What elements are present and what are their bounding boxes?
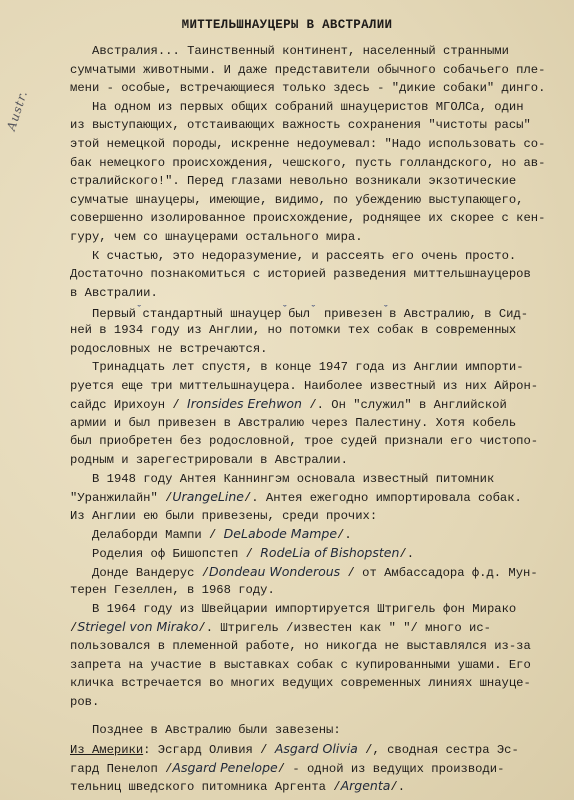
text-line: Первыйˇстандартный шнауцерˇбылˇ привезенˇв Австралию, в Сид- bbox=[92, 305, 529, 322]
text-line: терен Гезеллен, в 1968 году. bbox=[70, 583, 275, 598]
handwritten-mark: ˇ bbox=[382, 305, 390, 318]
text-line: запрета на участие в выставках собак с купированными ушами. Его bbox=[70, 657, 531, 672]
text-line: тельниц шведского питомника Аргента /Argenta/. bbox=[70, 778, 406, 795]
text-line: Из Англии ею были привезены, среди прочих: bbox=[70, 508, 378, 523]
handwritten-mark: ˇ bbox=[310, 305, 317, 318]
text-line: сумчатыми животными. И даже представители обычного собачьего пле- bbox=[70, 62, 546, 77]
handwritten-dog-name: Ironsides Erehwon bbox=[187, 396, 302, 412]
list-item: Роделия оф Бишопстеп / RodeLia of Bishopsten/. bbox=[92, 545, 415, 562]
text-line: был приобретен без родословной, трое судей признали его чистопо- bbox=[70, 434, 539, 449]
imported-dogs-list bbox=[70, 525, 568, 599]
text-line: На одном из первых общих собраний шнауцеристов МГОЛСа, один bbox=[92, 99, 524, 114]
document-title: МИТТЕЛЬШНАУЦЕРЫ В АВСТРАЛИИ bbox=[181, 18, 393, 32]
handwritten-dog-name: Asgard Penelope bbox=[172, 759, 278, 775]
text-line: В 1964 году из Швейцарии импортируется Штригель фон Мирако bbox=[92, 601, 517, 616]
list-item: Делаборди Мампи / DeLabode Mampe/. bbox=[92, 526, 352, 543]
paragraph-intro bbox=[70, 42, 568, 98]
text-line: В 1948 году Антея Каннингэм основала известный питомник bbox=[92, 471, 495, 486]
document-body bbox=[70, 42, 568, 796]
text-line: Из Америки: Эсгард Оливия / Asgard Olivia /, сводная сестра Эс- bbox=[70, 740, 519, 757]
paragraph-1964-import bbox=[70, 600, 568, 712]
text-line: этой немецкой породы, искренне недоумевал: "Надо использовать со- bbox=[70, 136, 546, 151]
text-line: стралийского!". Перед глазами невольно возникали экзотические bbox=[70, 174, 517, 189]
text-line: /Striegel von Mirako/. Штригель /известен как " "/ много ис- bbox=[70, 619, 491, 636]
handwritten-dog-name: Dondeau Wonderous bbox=[209, 563, 341, 579]
handwritten-dog-name: Asgard Olivia bbox=[274, 740, 358, 756]
text-line: Тринадцать лет спустя, в конце 1947 года из Англии импорти- bbox=[92, 360, 524, 375]
handwritten-margin-note: Austr. bbox=[4, 88, 31, 133]
text-line: гуру, чем со шнауцерами остального мира. bbox=[70, 229, 363, 244]
text-line: Позднее в Австралию были завезены: bbox=[92, 723, 341, 738]
handwritten-dog-name: DeLabode Mampe bbox=[223, 526, 338, 542]
paragraph-later-imports bbox=[70, 721, 568, 795]
text-line: в Австралии. bbox=[70, 285, 158, 300]
text-line: совершенно изолированное происхождение, роднящее их скорее с кен- bbox=[70, 211, 546, 226]
text-line: мени - особые, встречающиеся только здесь - "дикие собаки" динго. bbox=[70, 81, 546, 96]
text-line: ров. bbox=[70, 694, 100, 709]
text-line: пользовался в племенной работе, но никогда не выставлялся из-за bbox=[70, 639, 531, 653]
text-line: гард Пенелоп /Asgard Penelope/ - одной из ведущих производи- bbox=[70, 759, 505, 776]
handwritten-kennel-name: Argenta bbox=[340, 778, 391, 794]
text-line: ней в 1934 году из Англии, но потомки тех собак в современных bbox=[70, 322, 517, 337]
paragraph-first-schnauzer bbox=[70, 302, 568, 358]
text-line: бак немецкого происхождения, чешского, пусть голландского, но ав- bbox=[70, 155, 546, 170]
handwritten-dog-name: Striegel von Mirako bbox=[77, 619, 199, 635]
paragraph-1948-kennel bbox=[70, 470, 568, 526]
paragraph-1947-import bbox=[70, 358, 568, 470]
paragraph-fortunately bbox=[70, 247, 568, 303]
text-line: сумчатые шнауцеры, имеющие, видимо, по убеждению выступающего, bbox=[70, 192, 524, 207]
underlined-heading: Из Америки bbox=[70, 742, 144, 757]
handwritten-kennel-name: UrangeLine bbox=[172, 489, 244, 505]
text-line: родословных не встречаются. bbox=[70, 341, 268, 356]
list-item: Донде Вандерус /Dondeau Wonderous / от Амбассадора ф.д. Мун- bbox=[92, 563, 538, 580]
text-line: родным и зарегестрировали в Австралии. bbox=[70, 453, 348, 468]
text-line: армии и был привезен в Австралию через Палестину. Хотя кобель bbox=[70, 415, 517, 430]
text-line: руется еще три миттельшнауцера. Наиболее известный из них Айрон- bbox=[70, 378, 539, 393]
handwritten-mark: ˇ bbox=[281, 305, 289, 318]
text-line: "Уранжилайн" /UrangeLine/. Антея ежегодно импортировала собак. bbox=[70, 489, 522, 506]
paragraph-meeting bbox=[70, 98, 568, 247]
text-line: из выступающих, отстаивающих важность сохранения "чистоты расы" bbox=[70, 118, 531, 133]
text-line: Достаточно познакомиться с историей разведения миттельшнауцеров bbox=[70, 267, 531, 282]
text-line: сайдс Ирихоун / Ironsides Erehwon /. Он "служил" в Английской bbox=[70, 396, 507, 413]
text-line: К счастью, это недоразумение, и рассеять его очень просто. bbox=[92, 248, 517, 263]
handwritten-mark: ˇ bbox=[135, 305, 143, 318]
text-line: кличка встречается во многих ведущих современных линиях шнауце- bbox=[70, 676, 531, 691]
text-line: Австралия... Таинственный континент, населенный странными bbox=[92, 44, 509, 58]
handwritten-dog-name: RodeLia of Bishopsten bbox=[260, 545, 400, 561]
